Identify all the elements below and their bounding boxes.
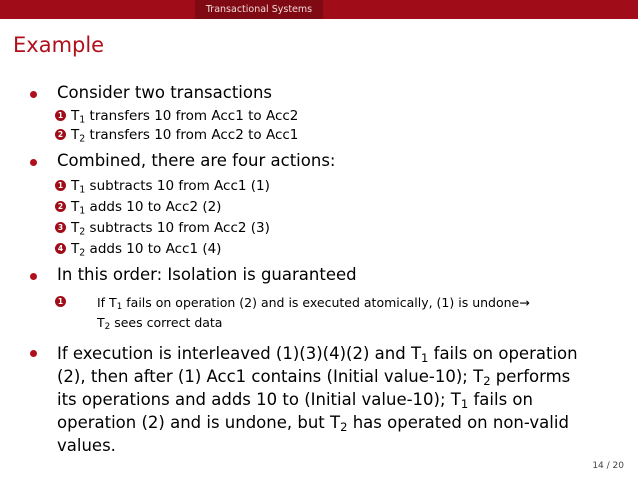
number-badge-icon: 1	[55, 180, 66, 191]
sub-item: 4 $T_2$ adds 10 to Acc1 (4)	[71, 240, 221, 258]
sub-item: 1 If $T_1$ fails on operation (2) and is executed atomically, (1) is undone→ $T_2$ sees correct data	[97, 293, 530, 333]
number-badge-icon: 2	[55, 129, 66, 140]
number-badge-icon: 2	[55, 201, 66, 212]
sub-item: 2 $T_1$ adds 10 to Acc2 (2)	[71, 198, 221, 216]
section-title: Transactional Systems	[205, 4, 313, 15]
number-badge-icon: 1	[55, 110, 66, 121]
bullet-icon	[30, 159, 37, 166]
number-badge-icon: 4	[55, 243, 66, 254]
header-bar	[0, 0, 638, 19]
bullet-text: In this order: Isolation is guaranteed	[57, 265, 357, 284]
sub-item: 1 $T_1$ subtracts 10 from Acc1 (1)	[71, 177, 270, 195]
bullet-paragraph: If execution is interleaved (1)(3)(4)(2) and $T_1$ fails on operation (2), then after (1) Acc1 contains (Initial value-10); $T_2$ performs its operations and adds 10 to (Initial value-10); $T_1$ fails on operation (2) and is undone, but $T_2$ has operated on non-valid values.	[57, 342, 617, 457]
sub-item: 2 $T_2$ transfers 10 from Acc2 to Acc1	[71, 126, 298, 144]
bullet-icon	[30, 91, 37, 98]
bullet-icon	[30, 273, 37, 280]
section-nav[interactable]	[195, 0, 323, 19]
frame-title: Example	[13, 33, 105, 57]
bullet-text: Combined, there are four actions:	[57, 151, 336, 170]
page-number: 14 / 20	[592, 461, 624, 471]
number-badge-icon: 3	[55, 222, 66, 233]
sub-item: 3 $T_2$ subtracts 10 from Acc2 (3)	[71, 219, 270, 237]
sub-item: 1 $T_1$ transfers 10 from Acc1 to Acc2	[71, 107, 298, 125]
bullet-icon	[30, 350, 37, 357]
bullet-text: Consider two transactions	[57, 83, 273, 102]
number-badge-icon: 1	[55, 296, 66, 307]
